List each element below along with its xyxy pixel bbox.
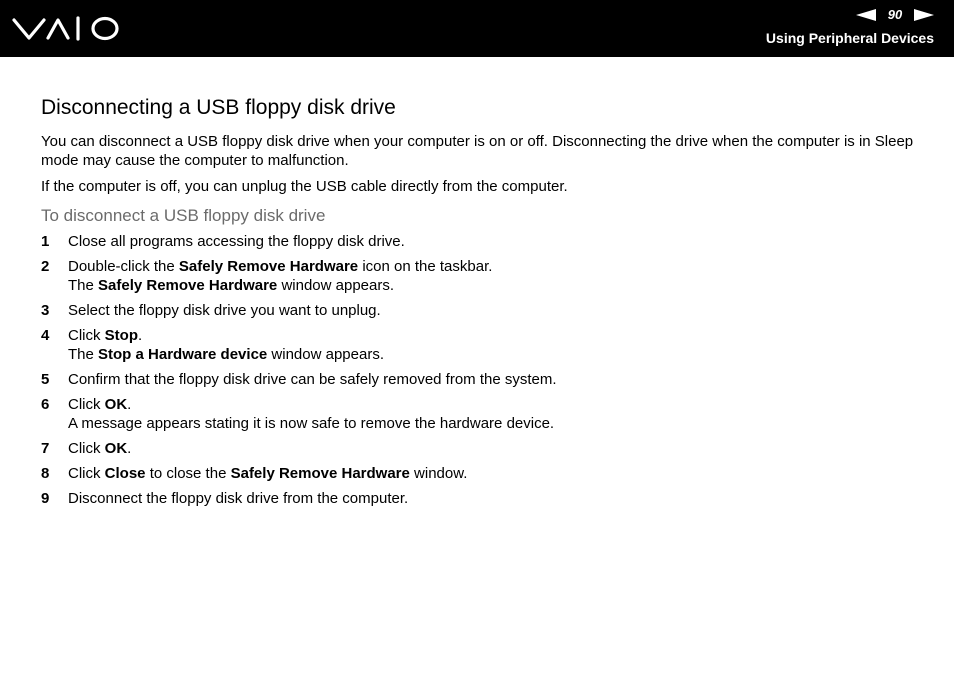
step-line — [68, 489, 408, 508]
section-title: Using Peripheral Devices — [765, 30, 934, 46]
step-text-run: icon on the taskbar. — [358, 258, 493, 275]
step-text-run: Select the floppy disk drive you want to unplug. — [68, 302, 381, 319]
ui-term: Stop — [104, 327, 138, 344]
page-header — [0, 0, 954, 56]
procedure-step — [41, 464, 921, 483]
step-number: 3 — [41, 302, 50, 319]
step-line — [68, 301, 381, 320]
step-number: 2 — [41, 258, 50, 275]
step-text-run: . — [138, 327, 143, 344]
step-line — [68, 257, 492, 276]
step-text — [68, 326, 384, 364]
ui-term: Close — [104, 465, 146, 482]
step-text — [68, 395, 554, 433]
procedure-step — [41, 257, 921, 295]
step-text-run: to close the — [145, 465, 231, 482]
vaio-logo — [12, 14, 120, 42]
vaio-logo-icon — [12, 14, 120, 42]
step-text-run: window appears. — [277, 277, 395, 294]
page-title: Disconnecting a USB floppy disk drive — [41, 96, 396, 119]
step-line — [68, 326, 384, 345]
step-number: 7 — [41, 440, 50, 457]
procedure-title: To disconnect a USB floppy disk drive — [41, 206, 326, 225]
step-number: 8 — [41, 465, 50, 482]
step-text — [68, 257, 492, 295]
step-line — [68, 345, 384, 364]
previous-page-icon[interactable] — [856, 9, 876, 21]
step-text-run: . — [127, 396, 132, 413]
page-navigation — [856, 7, 934, 23]
main-content — [41, 95, 921, 514]
step-number: 5 — [41, 371, 50, 388]
step-text — [68, 489, 408, 508]
step-number: 6 — [41, 396, 50, 413]
step-line — [68, 439, 131, 458]
step-text-run: Click — [68, 327, 105, 344]
step-text-run: Click — [68, 465, 105, 482]
step-text-run: A message appears stating it is now safe to remove the hardware device. — [68, 415, 555, 432]
step-text-run: Close all programs accessing the floppy disk drive. — [68, 233, 405, 250]
header-divider — [0, 56, 954, 57]
ui-term: OK — [104, 396, 128, 413]
step-line — [68, 232, 405, 251]
ui-term: Safely Remove Hardware — [98, 277, 278, 294]
ui-term: Safely Remove Hardware — [178, 258, 359, 275]
step-text — [68, 464, 467, 483]
step-line — [68, 370, 557, 389]
step-text-run: The — [68, 346, 99, 363]
procedure-step — [41, 439, 921, 458]
step-number: 1 — [41, 233, 50, 250]
step-text-run: Click — [68, 440, 105, 457]
step-text-run: window. — [409, 465, 468, 482]
procedure-step — [41, 326, 921, 364]
step-text-run: window appears. — [267, 346, 384, 363]
procedure-step — [41, 489, 921, 508]
step-line — [68, 414, 554, 433]
step-text — [68, 232, 405, 251]
step-text-run: Confirm that the floppy disk drive can be safely removed from the system. — [68, 371, 557, 388]
procedure-step — [41, 395, 921, 433]
step-text — [68, 370, 557, 389]
ui-term: OK — [104, 440, 128, 457]
step-line — [68, 395, 554, 414]
procedure-steps — [41, 232, 921, 508]
procedure-step — [41, 370, 921, 389]
off-note-paragraph: If the computer is off, you can unplug the USB cable directly from the computer. — [41, 178, 568, 195]
step-text — [68, 439, 131, 458]
procedure-step — [41, 232, 921, 251]
step-line — [68, 276, 492, 295]
step-number: 9 — [41, 490, 50, 507]
next-page-icon[interactable] — [914, 9, 934, 21]
procedure-step — [41, 301, 921, 320]
step-text-run: The — [68, 277, 99, 294]
ui-term: Stop a Hardware device — [98, 346, 268, 363]
step-text-run: Double-click the — [68, 258, 179, 275]
step-number: 4 — [41, 327, 50, 344]
step-line — [68, 464, 467, 483]
step-text-run: Disconnect the floppy disk drive from the computer. — [68, 490, 409, 507]
step-text-run: Click — [68, 396, 105, 413]
intro-paragraph: You can disconnect a USB floppy disk drive when your computer is on or off. Disconnecting the drive when the computer is in Sleep mode may cause the computer to malfunction. — [41, 133, 914, 169]
page-number: 90 — [887, 7, 903, 22]
step-text — [68, 301, 381, 320]
ui-term: Safely Remove Hardware — [230, 465, 410, 482]
step-text-run: . — [127, 440, 132, 457]
